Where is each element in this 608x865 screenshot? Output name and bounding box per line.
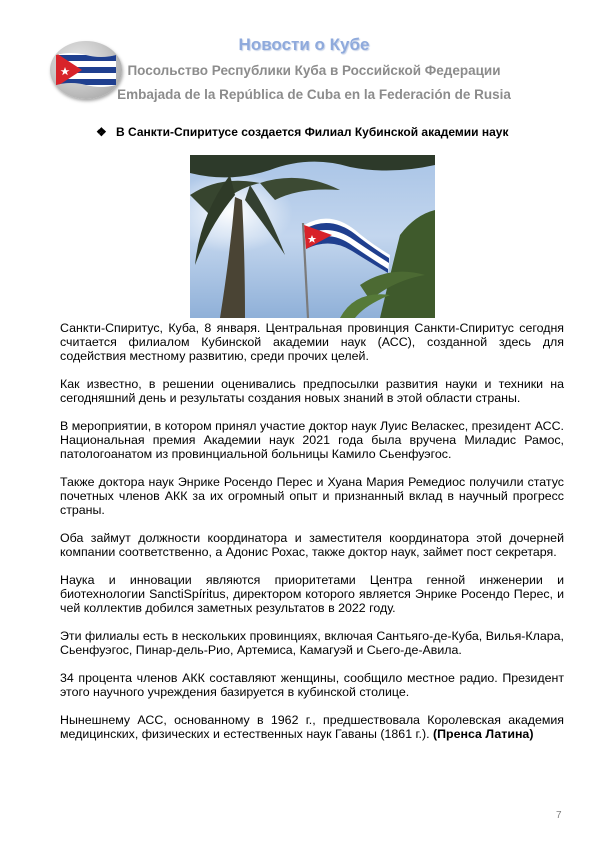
article-paragraph: Как известно, в решении оценивались предпосылки развития науки и техники на сегодняшний день и результаты создания новых знаний в этой области страны. <box>60 377 564 405</box>
newsletter-header <box>0 0 608 120</box>
palm-trees-and-flag-image <box>190 155 435 318</box>
article-body <box>60 321 564 741</box>
embassy-name-es: Embajada de la República de Cuba en la Federación de Rusia <box>117 87 511 102</box>
article-paragraph: Наука и инновации являются приоритетами Центра генной инженерии и биотехнологии SanctiSpíritus, директором которого является Энрике Росендо Перес, и чей коллектив добился заметных результатов в 2022 году. <box>60 573 564 615</box>
article-photo <box>190 155 435 318</box>
article-last-paragraph <box>60 713 564 741</box>
article-paragraph: Эти филиалы есть в нескольких провинциях, включая Сантьяго-де-Куба, Вилья-Клара, Сьенфуэгос, Пинар-дель-Рио, Артемиса, Камагуэй и Сьего-де-Авила. <box>60 629 564 657</box>
page-number: 7 <box>556 810 562 821</box>
news-source: (Пренса Латина) <box>433 727 534 741</box>
embassy-name-ru: Посольство Республики Куба в Российской Федерации <box>127 63 501 78</box>
article-paragraph: Санкти-Спиритус, Куба, 8 января. Центральная провинция Санкти-Спиритус сегодня считается филиалом Кубинской академии наук (АСС), созданной здесь для содействия местному развитию, среди прочих целей. <box>60 321 564 363</box>
article-paragraph: Также доктора наук Энрике Росендо Перес и Хуана Мария Ремедиос получили статус почетных членов АКК за их огромный опыт и признанный вклад в научный прогресс страны. <box>60 475 564 517</box>
headline-text: В Санкти-Спиритусе создается Филиал Кубинской академии наук <box>116 125 509 139</box>
article-headline <box>96 125 576 139</box>
article-paragraph: Оба займут должности координатора и заместителя координатора этой дочерней компании соответственно, а Адонис Рохас, также доктор наук, займет пост секретаря. <box>60 531 564 559</box>
newsletter-title: Новости о Кубе <box>238 35 370 54</box>
diamond-bullet-icon: ❖ <box>96 125 107 139</box>
last-paragraph-text: Нынешнему АСС, основанному в 1962 г., предшествовала Королевская академия медицинских, физических и естественных наук Гаваны (1861 г.). <box>60 713 564 741</box>
article-paragraph: В мероприятии, в котором принял участие доктор наук Луис Веласкес, президент АСС. Национальная премия Академии наук 2021 года была вручена Миладис Рамос, патологоанатом из провинциальной больницы Камило Сьенфуэгос. <box>60 419 564 461</box>
article-paragraph: 34 процента членов АКК составляют женщины, сообщило местное радио. Президент этого научного учреждения базируется в кубинской столице. <box>60 671 564 699</box>
